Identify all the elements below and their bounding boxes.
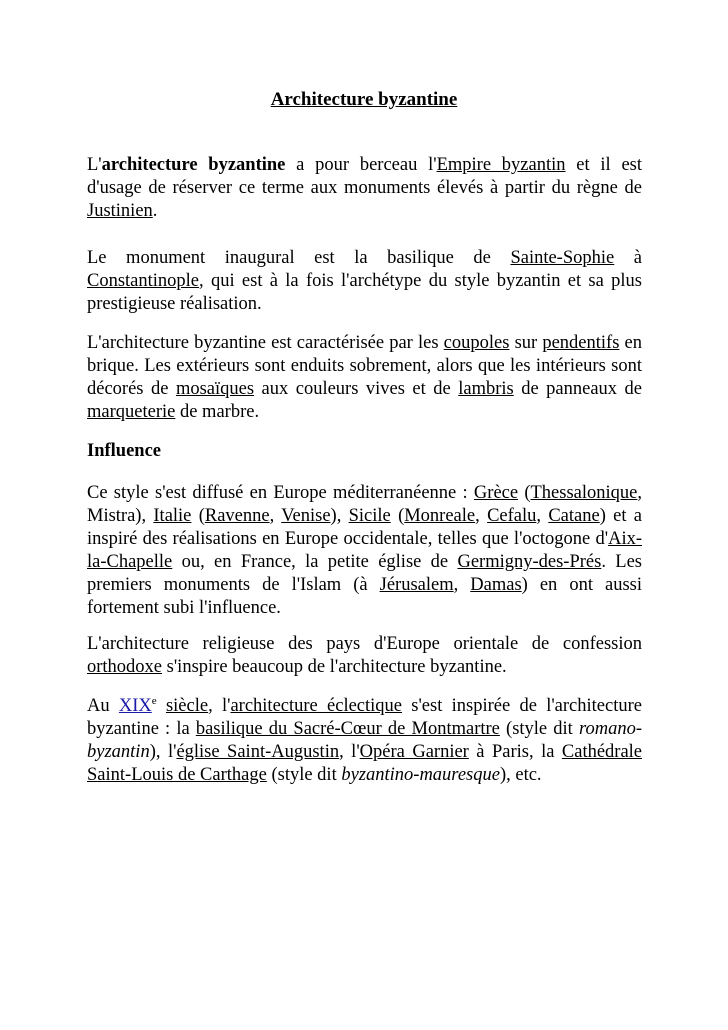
link-monreale[interactable]: Monreale bbox=[404, 506, 476, 526]
text: s'est inspirée de l'architecture byzantine : la bbox=[87, 696, 642, 739]
text: ), etc. bbox=[499, 765, 542, 785]
text: . Les premiers monuments de l'Islam (à bbox=[87, 552, 642, 595]
link-aix-la-chapelle[interactable]: Aix-la-Chapelle bbox=[87, 529, 642, 572]
text: L'architecture byzantine est caractérisée par les bbox=[87, 333, 444, 353]
text: L'architecture religieuse des pays d'Europe orientale de confession bbox=[87, 634, 642, 654]
italic-term: byzantino-mauresque bbox=[341, 765, 500, 785]
text: , bbox=[475, 506, 488, 526]
text: ( bbox=[518, 483, 531, 503]
superscript-e: e bbox=[151, 695, 157, 707]
text: ) en ont aussi fortement subi l'influence. bbox=[87, 575, 642, 618]
heading-influence: Influence bbox=[87, 441, 161, 461]
link-constantinople[interactable]: Constantinople bbox=[87, 271, 200, 291]
text: (style dit bbox=[499, 719, 579, 739]
link-cathedrale-carthage[interactable]: Cathédrale Saint-Louis de Carthage bbox=[87, 742, 643, 785]
paragraph-intro bbox=[87, 154, 642, 223]
text: , bbox=[269, 506, 282, 526]
paragraph-caracteristiques bbox=[87, 332, 642, 424]
link-germigny-des-pres[interactable]: Germigny-des-Prés bbox=[457, 552, 602, 572]
text: ), l' bbox=[149, 742, 177, 762]
page-title: Architecture byzantine bbox=[270, 89, 458, 110]
text: , bbox=[536, 506, 549, 526]
link-sicile[interactable]: Sicile bbox=[348, 506, 391, 526]
text: L' bbox=[87, 155, 102, 175]
text: aux couleurs vives et de bbox=[254, 379, 459, 399]
text: ( bbox=[390, 506, 405, 526]
text bbox=[157, 696, 166, 716]
link-damas[interactable]: Damas bbox=[470, 575, 522, 595]
link-orthodoxe[interactable]: orthodoxe bbox=[87, 657, 163, 677]
link-sacre-coeur[interactable]: basilique du Sacré-Cœur de Montmartre bbox=[195, 719, 500, 739]
link-sainte-sophie[interactable]: Sainte-Sophie bbox=[510, 248, 615, 268]
link-catane[interactable]: Catane bbox=[548, 506, 600, 526]
paragraph-xixe-siecle bbox=[87, 695, 642, 787]
link-lambris[interactable]: lambris bbox=[458, 379, 514, 399]
link-marqueterie[interactable]: marqueterie bbox=[87, 402, 176, 422]
link-architecture-eclectique[interactable]: architecture éclectique bbox=[230, 696, 402, 716]
paragraph-sainte-sophie bbox=[87, 247, 642, 316]
text: (style dit bbox=[266, 765, 342, 785]
italic-term: romano-byzantin bbox=[87, 719, 642, 762]
text: ( bbox=[191, 506, 205, 526]
link-italie[interactable]: Italie bbox=[153, 506, 192, 526]
text: ou, en France, la petite église de bbox=[172, 552, 458, 572]
text: , Mistra), bbox=[87, 483, 642, 526]
link-justinien[interactable]: Justinien bbox=[87, 201, 153, 221]
text: de panneaux de bbox=[513, 379, 642, 399]
text: Au bbox=[87, 696, 119, 716]
text: ) et a inspiré des réalisations en Europe occidentale, telles que l'octogone d' bbox=[87, 506, 643, 549]
text: a pour berceau l' bbox=[285, 155, 437, 175]
text: en brique. Les extérieurs sont enduits sobrement, alors que les intérieurs sont décorés de bbox=[87, 333, 642, 399]
text: à Paris, la bbox=[468, 742, 562, 762]
link-venise[interactable]: Venise bbox=[281, 506, 331, 526]
link-coupoles[interactable]: coupoles bbox=[443, 333, 510, 353]
text: de marbre. bbox=[175, 402, 260, 422]
text: . bbox=[152, 201, 158, 221]
text: , qui est à la fois l'archétype du style byzantin et sa plus prestigieuse réalisation. bbox=[87, 271, 642, 314]
text: ), bbox=[330, 506, 349, 526]
text: , l' bbox=[208, 696, 231, 716]
link-grece[interactable]: Grèce bbox=[473, 483, 519, 503]
paragraph-orthodoxe bbox=[87, 633, 642, 679]
link-opera-garnier[interactable]: Opéra Garnier bbox=[359, 742, 469, 762]
text: Le monument inaugural est la basilique de bbox=[87, 248, 511, 268]
text: , bbox=[453, 575, 471, 595]
link-eglise-saint-augustin[interactable]: église Saint-Augustin bbox=[176, 742, 340, 762]
link-ravenne[interactable]: Ravenne bbox=[204, 506, 270, 526]
text: , l' bbox=[339, 742, 360, 762]
bold-term: architecture byzantine bbox=[101, 155, 286, 175]
text: s'inspire beaucoup de l'architecture byzantine. bbox=[162, 657, 507, 677]
link-siecle[interactable]: siècle bbox=[165, 696, 209, 716]
text: et il est d'usage de réserver ce terme aux monuments élevés à partir du règne de bbox=[87, 155, 643, 198]
link-mosaiques[interactable]: mosaïques bbox=[175, 379, 255, 399]
link-cefalu[interactable]: Cefalu bbox=[487, 506, 537, 526]
link-empire-byzantin[interactable]: Empire byzantin bbox=[436, 155, 566, 175]
link-xix[interactable]: XIX bbox=[118, 696, 152, 716]
link-jerusalem[interactable]: Jérusalem bbox=[379, 575, 454, 595]
text: sur bbox=[509, 333, 543, 353]
text: à bbox=[614, 248, 642, 268]
paragraph-influence bbox=[87, 482, 642, 620]
link-thessalonique[interactable]: Thessalonique bbox=[530, 483, 638, 503]
text: Ce style s'est diffusé en Europe méditerranéenne : bbox=[87, 483, 474, 503]
link-pendentifs[interactable]: pendentifs bbox=[542, 333, 620, 353]
